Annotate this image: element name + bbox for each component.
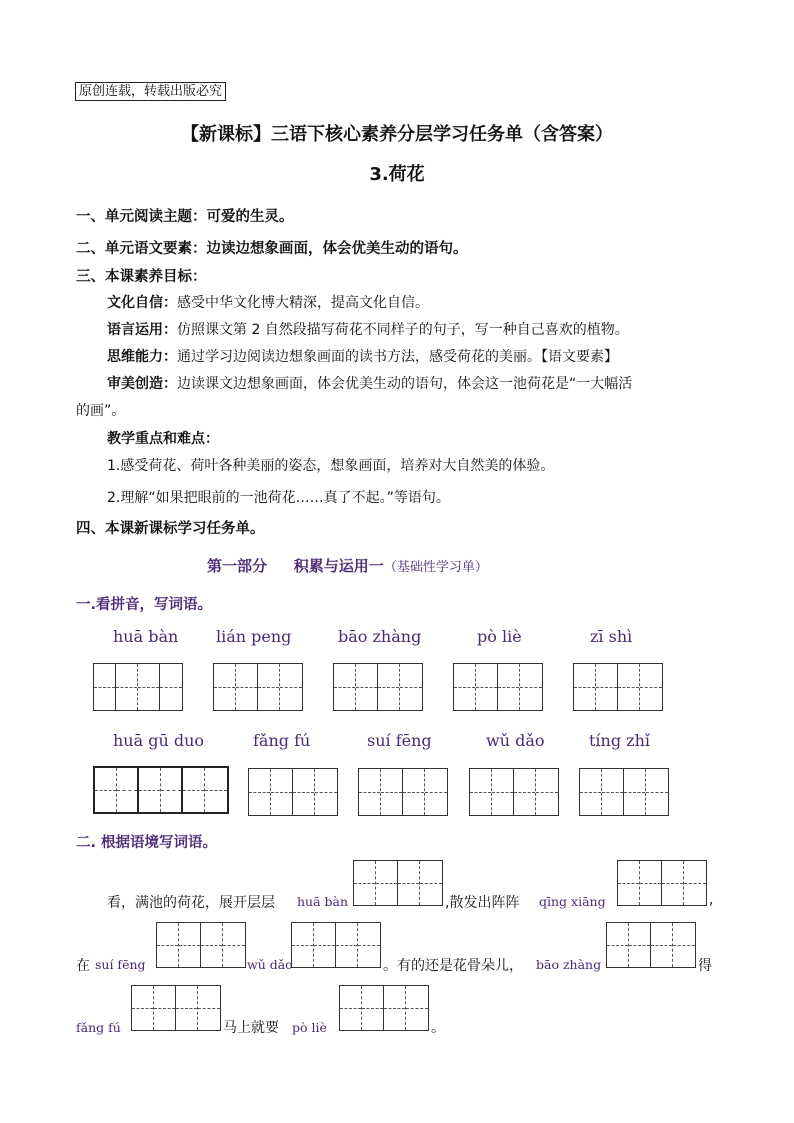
goal-text: 仿照课文第 2 自然段描写荷花不同样子的句子，写一种自己喜欢的植物。 bbox=[177, 322, 629, 338]
grid-cell[interactable] bbox=[618, 664, 640, 710]
context-text: 。 bbox=[431, 1020, 445, 1036]
grid-cell[interactable] bbox=[381, 769, 403, 815]
key-points-title: 教学重点和难点： bbox=[107, 431, 219, 447]
grid-cell[interactable] bbox=[201, 923, 223, 967]
section-1: 一、单元阅读主题：可爱的生灵。 bbox=[76, 209, 294, 225]
grid-cell[interactable] bbox=[378, 664, 400, 710]
grid-cell[interactable] bbox=[154, 986, 176, 1030]
part1-heading bbox=[207, 555, 488, 576]
grid-cell[interactable] bbox=[271, 769, 293, 815]
copyright-stamp: 原创连载，转载出版必究 bbox=[75, 82, 226, 101]
context-text: 得 bbox=[698, 958, 712, 974]
grid-cell[interactable] bbox=[607, 923, 629, 967]
grid-cell[interactable] bbox=[646, 769, 668, 815]
grid-cell[interactable] bbox=[640, 664, 662, 710]
grid-cell[interactable] bbox=[314, 923, 336, 967]
pinyin-label: wǔ dǎo bbox=[247, 957, 293, 972]
goal-text: 边读课文边想象画面，体会优美生动的语句，体会这一池荷花是“一大幅活 bbox=[177, 376, 633, 392]
grid-cell[interactable] bbox=[514, 769, 536, 815]
writing-grid[interactable] bbox=[453, 663, 543, 711]
pinyin-label: suí fēng bbox=[95, 957, 146, 972]
context-text: 。有的还是花骨朵儿， bbox=[383, 958, 523, 974]
pinyin-label: fǎng fú bbox=[253, 731, 311, 750]
goal-label: 文化自信： bbox=[107, 295, 177, 311]
context-text: 在 bbox=[76, 958, 90, 974]
exercise1-title: 一.看拼音，写词语。 bbox=[76, 597, 213, 613]
lesson-title-text: 3.荷花 bbox=[369, 164, 425, 185]
grid-cell[interactable] bbox=[198, 986, 220, 1030]
goal-label: 语言运用： bbox=[107, 322, 177, 338]
grid-cell[interactable] bbox=[157, 923, 179, 967]
lesson-title bbox=[0, 160, 794, 186]
goal-label: 思维能力： bbox=[107, 349, 177, 365]
goal-label: 审美创造： bbox=[107, 376, 177, 392]
writing-grid[interactable] bbox=[339, 985, 429, 1031]
goal-thinking bbox=[107, 346, 618, 366]
grid-cell[interactable] bbox=[662, 861, 684, 905]
writing-grid[interactable] bbox=[93, 663, 183, 711]
grid-cell[interactable] bbox=[400, 664, 422, 710]
grid-cell[interactable] bbox=[315, 769, 337, 815]
grid-cell[interactable] bbox=[160, 664, 182, 710]
grid-cell[interactable] bbox=[336, 923, 358, 967]
grid-cell[interactable] bbox=[651, 923, 673, 967]
grid-cell[interactable] bbox=[596, 664, 618, 710]
pinyin-label: huā gū duo bbox=[113, 731, 205, 750]
grid-cell[interactable] bbox=[179, 923, 201, 967]
writing-grid[interactable] bbox=[617, 860, 707, 906]
grid-cell[interactable] bbox=[293, 769, 315, 815]
context-text: , bbox=[709, 892, 714, 908]
goal-culture bbox=[107, 292, 429, 312]
exercise2-title: 二. 根据语境写词语。 bbox=[76, 835, 218, 851]
grid-cell[interactable] bbox=[492, 769, 514, 815]
goal-text: 感受中华文化博大精深，提高文化自信。 bbox=[177, 295, 429, 311]
grid-cell[interactable] bbox=[425, 769, 447, 815]
pinyin-label: tíng zhǐ bbox=[589, 731, 651, 750]
grid-cell[interactable] bbox=[117, 768, 139, 812]
context-text: 马上就要 bbox=[223, 1020, 279, 1036]
grid-cell[interactable] bbox=[376, 861, 398, 905]
pinyin-label: huā bàn bbox=[297, 894, 349, 909]
grid-cell[interactable] bbox=[292, 923, 314, 967]
grid-cell[interactable] bbox=[358, 923, 380, 967]
grid-cell[interactable] bbox=[132, 986, 154, 1030]
grid-cell[interactable] bbox=[470, 769, 492, 815]
grid-cell[interactable] bbox=[214, 664, 236, 710]
grid-cell[interactable] bbox=[406, 986, 428, 1030]
grid-cell[interactable] bbox=[640, 861, 662, 905]
context-text: 看，满池的荷花，展开层层 bbox=[107, 895, 275, 911]
writing-grid[interactable] bbox=[291, 922, 381, 968]
grid-cell[interactable] bbox=[580, 769, 602, 815]
grid-cell[interactable] bbox=[354, 861, 376, 905]
pinyin-label: bāo zhàng bbox=[536, 957, 602, 972]
grid-cell[interactable] bbox=[223, 923, 245, 967]
writing-grid[interactable] bbox=[606, 922, 696, 968]
key-point-1: 1.感受荷花、荷叶各种美丽的姿态，想象画面，培养对大自然美的体验。 bbox=[107, 458, 555, 474]
grid-cell[interactable] bbox=[236, 664, 258, 710]
pinyin-label: qīng xiāng bbox=[539, 894, 606, 909]
writing-grid[interactable] bbox=[213, 663, 303, 711]
writing-grid[interactable] bbox=[333, 663, 423, 711]
grid-cell[interactable] bbox=[359, 769, 381, 815]
grid-cell[interactable] bbox=[520, 664, 542, 710]
grid-cell[interactable] bbox=[138, 664, 160, 710]
goal-aesthetic bbox=[107, 373, 632, 393]
pinyin-label: suí fēng bbox=[367, 731, 432, 750]
writing-grid[interactable] bbox=[131, 985, 221, 1031]
writing-grid[interactable] bbox=[156, 922, 246, 968]
grid-cell[interactable] bbox=[398, 861, 420, 905]
grid-cell[interactable] bbox=[420, 861, 442, 905]
pinyin-label: huā bàn bbox=[113, 627, 179, 646]
grid-cell[interactable] bbox=[183, 768, 205, 812]
pinyin-label: pò liè bbox=[292, 1020, 327, 1035]
goal-text: 通过学习边阅读边想象画面的读书方法，感受荷花的美丽。【语文要素】 bbox=[177, 349, 618, 365]
pinyin-label: zī shì bbox=[590, 627, 633, 646]
key-point-2: 2.理解“如果把眼前的一池荷花……真了不起。”等语句。 bbox=[107, 490, 450, 506]
context-text: ,散发出阵阵 bbox=[445, 895, 520, 911]
pinyin-label: pò liè bbox=[477, 627, 522, 646]
writing-grid[interactable] bbox=[579, 768, 669, 816]
grid-cell[interactable] bbox=[476, 664, 498, 710]
writing-grid[interactable] bbox=[353, 860, 443, 906]
grid-cell[interactable] bbox=[454, 664, 476, 710]
grid-cell[interactable] bbox=[673, 923, 695, 967]
grid-cell[interactable] bbox=[94, 664, 116, 710]
grid-cell[interactable] bbox=[536, 769, 558, 815]
grid-cell[interactable] bbox=[334, 664, 356, 710]
grid-cell[interactable] bbox=[629, 923, 651, 967]
grid-cell[interactable] bbox=[624, 769, 646, 815]
grid-cell[interactable] bbox=[340, 986, 362, 1030]
grid-cell[interactable] bbox=[176, 986, 198, 1030]
pinyin-label: fǎng fú bbox=[76, 1020, 121, 1035]
writing-grid[interactable] bbox=[573, 663, 663, 711]
page-title: 【新课标】三语下核心素养分层学习任务单（含答案） bbox=[181, 124, 613, 145]
part1-note: （基础性学习单） bbox=[383, 560, 488, 575]
writing-grid[interactable] bbox=[93, 766, 229, 814]
grid-cell[interactable] bbox=[258, 664, 280, 710]
grid-cell[interactable] bbox=[116, 664, 138, 710]
pinyin-label: wǔ dǎo bbox=[486, 731, 545, 750]
writing-grid[interactable] bbox=[358, 768, 448, 816]
grid-cell[interactable] bbox=[205, 768, 227, 812]
part1-subtitle: 积累与运用一 bbox=[293, 557, 384, 575]
grid-cell[interactable] bbox=[280, 664, 302, 710]
grid-cell[interactable] bbox=[384, 986, 406, 1030]
writing-grid[interactable] bbox=[469, 768, 559, 816]
section-3: 三、本课素养目标： bbox=[76, 269, 207, 285]
pinyin-label: lián peng bbox=[216, 627, 292, 646]
grid-cell[interactable] bbox=[362, 986, 384, 1030]
part1-title: 第一部分 bbox=[207, 557, 268, 575]
grid-cell[interactable] bbox=[403, 769, 425, 815]
grid-cell[interactable] bbox=[618, 861, 640, 905]
goal-language bbox=[107, 319, 629, 339]
section-2: 二、单元语文要素：边读边想象画面，体会优美生动的语句。 bbox=[76, 241, 468, 257]
writing-grid[interactable] bbox=[248, 768, 338, 816]
grid-cell[interactable] bbox=[574, 664, 596, 710]
grid-cell[interactable] bbox=[249, 769, 271, 815]
grid-cell[interactable] bbox=[95, 768, 117, 812]
grid-cell[interactable] bbox=[684, 861, 706, 905]
section-4: 四、本课新课标学习任务单。 bbox=[76, 521, 265, 537]
grid-cell[interactable] bbox=[602, 769, 624, 815]
grid-cell[interactable] bbox=[161, 768, 183, 812]
goal-aesthetic-cont: 的画”。 bbox=[76, 403, 126, 419]
grid-cell[interactable] bbox=[139, 768, 161, 812]
pinyin-label: bāo zhàng bbox=[338, 627, 422, 646]
grid-cell[interactable] bbox=[356, 664, 378, 710]
grid-cell[interactable] bbox=[498, 664, 520, 710]
